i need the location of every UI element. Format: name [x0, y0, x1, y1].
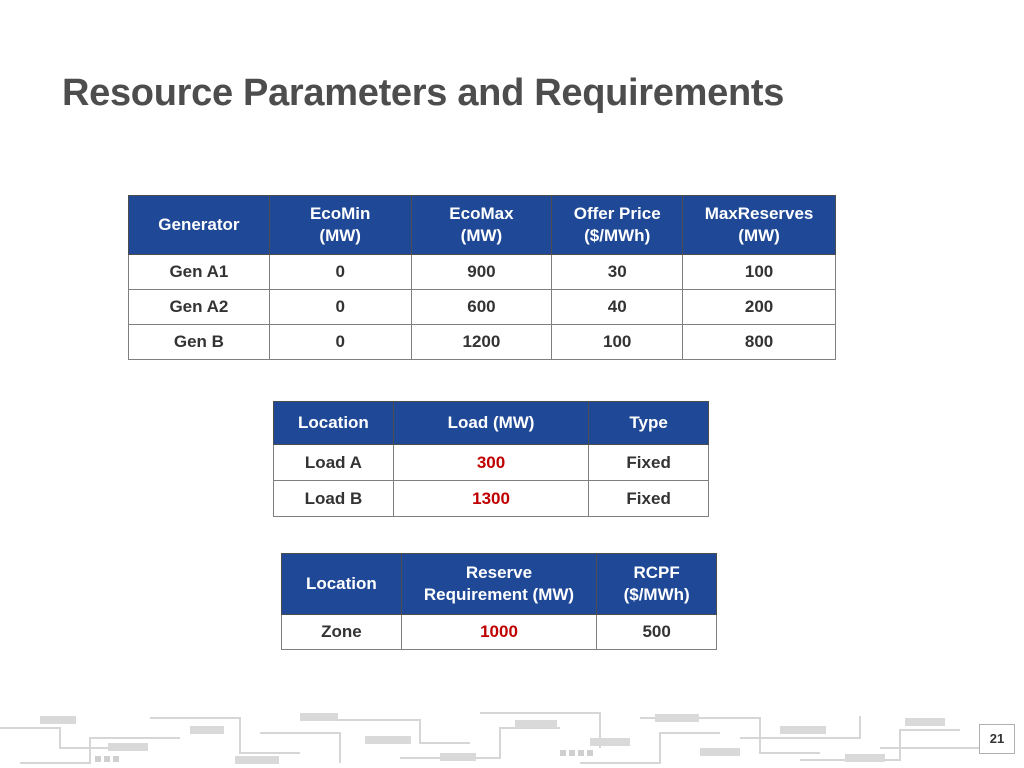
table-row: [274, 445, 709, 481]
location-value: Load B: [274, 481, 394, 517]
location-value: Zone: [282, 615, 402, 650]
rcpf-value: 500: [597, 615, 717, 650]
ecomax-value: 600: [411, 290, 552, 325]
header-rcpf: RCPF ($/MWh): [597, 554, 717, 615]
table-header-row: [129, 196, 836, 255]
type-value: Fixed: [589, 481, 709, 517]
ecomax-value: 900: [411, 255, 552, 290]
header-ecomin: EcoMin (MW): [269, 196, 411, 255]
table-row: [129, 255, 836, 290]
header-generator: Generator: [129, 196, 270, 255]
ecomin-value: 0: [269, 325, 411, 360]
load-value: 1300: [393, 481, 588, 517]
maxreserves-value: 100: [683, 255, 836, 290]
load-value: 300: [393, 445, 588, 481]
table-row: [282, 615, 717, 650]
reserve-requirement-value: 1000: [401, 615, 597, 650]
ecomin-value: 0: [269, 290, 411, 325]
table-header-row: [282, 554, 717, 615]
generator-name: Gen B: [129, 325, 270, 360]
header-reserve-requirement: Reserve Requirement (MW): [401, 554, 597, 615]
table-header-row: [274, 402, 709, 445]
header-location: Location: [274, 402, 394, 445]
offer-price-value: 40: [552, 290, 683, 325]
circuit-footer-decoration: [0, 708, 1024, 768]
header-maxreserves: MaxReserves (MW): [683, 196, 836, 255]
page-number: 21: [979, 724, 1015, 754]
ecomin-value: 0: [269, 255, 411, 290]
table-row: [274, 481, 709, 517]
type-value: Fixed: [589, 445, 709, 481]
generator-name: Gen A2: [129, 290, 270, 325]
load-table: [273, 401, 709, 517]
generator-table: [128, 195, 836, 360]
header-load: Load (MW): [393, 402, 588, 445]
header-ecomax: EcoMax (MW): [411, 196, 552, 255]
header-location: Location: [282, 554, 402, 615]
offer-price-value: 100: [552, 325, 683, 360]
header-offer-price: Offer Price ($/MWh): [552, 196, 683, 255]
generator-name: Gen A1: [129, 255, 270, 290]
page-title: Resource Parameters and Requirements: [62, 72, 785, 114]
table-row: [129, 325, 836, 360]
location-value: Load A: [274, 445, 394, 481]
header-type: Type: [589, 402, 709, 445]
maxreserves-value: 200: [683, 290, 836, 325]
maxreserves-value: 800: [683, 325, 836, 360]
reserve-table: [281, 553, 717, 650]
ecomax-value: 1200: [411, 325, 552, 360]
offer-price-value: 30: [552, 255, 683, 290]
table-row: [129, 290, 836, 325]
